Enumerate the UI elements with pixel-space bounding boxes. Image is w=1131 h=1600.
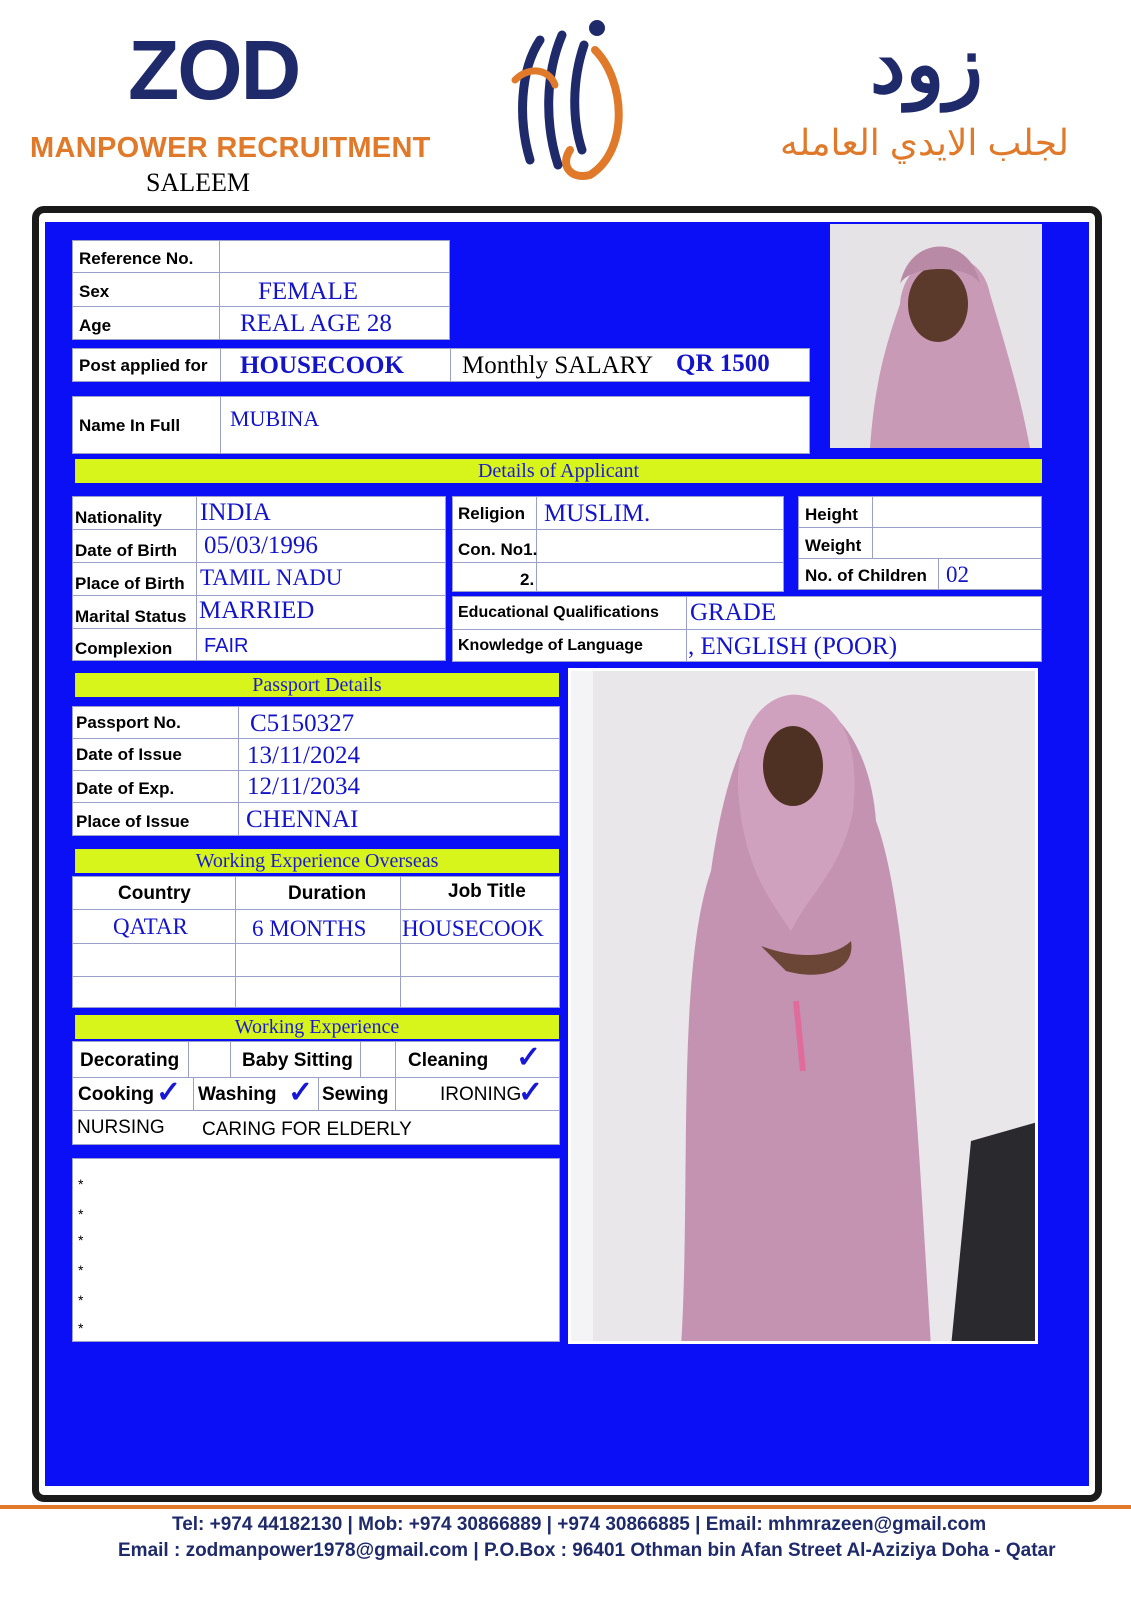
overseas-country: QATAR: [113, 914, 188, 939]
col-duration: Duration: [288, 883, 367, 904]
pob-value: TAMIL NADU: [200, 565, 343, 590]
marital-value: MARRIED: [199, 597, 315, 624]
footer-address-line: Email : zodmanpower1978@gmail.com | P.O.Box : 96401 Othman bin Afan Street Al-Aziziya Doha - Qatar: [118, 1540, 1056, 1561]
passport-no-label: Passport No.: [76, 713, 181, 732]
overseas-duration: 6 MONTHS: [252, 916, 367, 941]
washing-check-icon: ✓: [288, 1076, 314, 1109]
applicant-full-photo: [568, 668, 1038, 1344]
footer-divider: [0, 1505, 1131, 1509]
skill-ironing: IRONING: [440, 1084, 522, 1105]
language-value: , ENGLISH (POOR): [688, 633, 898, 660]
note-bullet: *: [78, 1206, 84, 1222]
passport-no-value: C5150327: [250, 710, 355, 737]
reference-label: Reference No.: [79, 249, 194, 268]
sex-value: FEMALE: [258, 278, 358, 305]
con2-label: 2.: [520, 570, 535, 589]
dob-value: 05/03/1996: [204, 532, 318, 559]
passport-heading: Passport Details: [75, 673, 559, 697]
post-label: Post applied for: [79, 356, 208, 375]
overseas-heading: Working Experience Overseas: [75, 849, 559, 873]
age-value: REAL AGE 28: [240, 310, 392, 337]
footer-contact-line: Tel: +974 44182130 | Mob: +974 30866889 | +974 30866885 | Email: mhmrazeen@gmail.com: [172, 1514, 987, 1535]
agent-name: SALEEM: [146, 168, 250, 197]
issue-date-label: Date of Issue: [76, 745, 182, 764]
skill-caring-elderly: CARING FOR ELDERLY: [202, 1119, 412, 1140]
language-label: Knowledge of Language: [458, 637, 643, 654]
children-value: 02: [946, 562, 969, 587]
note-bullet: *: [78, 1262, 84, 1278]
con1-label: Con. No1.: [458, 540, 538, 559]
ironing-check-icon: ✓: [518, 1076, 544, 1109]
skill-decorating: Decorating: [80, 1050, 180, 1071]
nationality-label: Nationality: [75, 508, 162, 527]
salary-value: QR 1500: [676, 350, 770, 377]
brand-name-arabic: زود: [870, 20, 983, 109]
dob-label: Date of Birth: [75, 541, 177, 560]
skill-washing: Washing: [198, 1084, 277, 1105]
issue-place-label: Place of Issue: [76, 812, 190, 831]
brand-name: ZOD: [128, 23, 300, 117]
sex-label: Sex: [79, 282, 110, 301]
marital-label: Marital Status: [75, 607, 187, 626]
complexion-label: Complexion: [75, 639, 173, 658]
pob-label: Place of Birth: [75, 574, 185, 593]
col-country: Country: [118, 883, 191, 904]
brand-tagline-arabic: لجلب الايدي العامله: [780, 122, 1069, 163]
name-value: MUBINA: [230, 406, 320, 431]
note-bullet: *: [78, 1232, 84, 1248]
col-job-title: Job Title: [448, 881, 526, 902]
skill-sewing: Sewing: [322, 1084, 389, 1105]
cooking-check-icon: ✓: [156, 1076, 182, 1109]
name-label: Name In Full: [79, 416, 181, 435]
education-label: Educational Qualifications: [458, 604, 659, 621]
weight-label: Weight: [805, 536, 862, 555]
salary-label: Monthly SALARY: [462, 352, 654, 379]
brand-tagline: MANPOWER RECRUITMENT: [30, 132, 431, 164]
applicant-headshot-photo: [830, 224, 1042, 448]
issue-place-value: CHENNAI: [246, 806, 359, 833]
issue-date-value: 13/11/2024: [247, 742, 360, 769]
skill-cooking: Cooking: [78, 1084, 154, 1105]
notes-box: [72, 1158, 560, 1342]
overseas-job-title: HOUSECOOK: [402, 916, 544, 941]
skill-baby-sitting: Baby Sitting: [242, 1050, 353, 1071]
children-label: No. of Children: [805, 566, 927, 585]
height-label: Height: [805, 505, 858, 524]
skill-cleaning: Cleaning: [408, 1050, 489, 1071]
religion-label: Religion: [458, 504, 526, 523]
nationality-value: INDIA: [200, 499, 271, 526]
note-bullet: *: [78, 1292, 84, 1308]
exp-date-value: 12/11/2034: [247, 773, 360, 800]
post-value: HOUSECOOK: [240, 352, 404, 379]
experience-heading: Working Experience: [75, 1015, 559, 1039]
cleaning-check-icon: ✓: [516, 1041, 542, 1074]
note-bullet: *: [78, 1320, 84, 1336]
name-row: [72, 396, 810, 454]
age-label: Age: [79, 316, 112, 335]
complexion-value: FAIR: [204, 635, 249, 657]
company-logo-icon: [500, 10, 650, 185]
skill-nursing: NURSING: [77, 1117, 165, 1138]
religion-value: MUSLIM.: [544, 500, 651, 527]
education-value: GRADE: [690, 599, 777, 626]
note-bullet: *: [78, 1176, 84, 1192]
exp-date-label: Date of Exp.: [76, 779, 175, 798]
details-heading: Details of Applicant: [75, 459, 1042, 483]
